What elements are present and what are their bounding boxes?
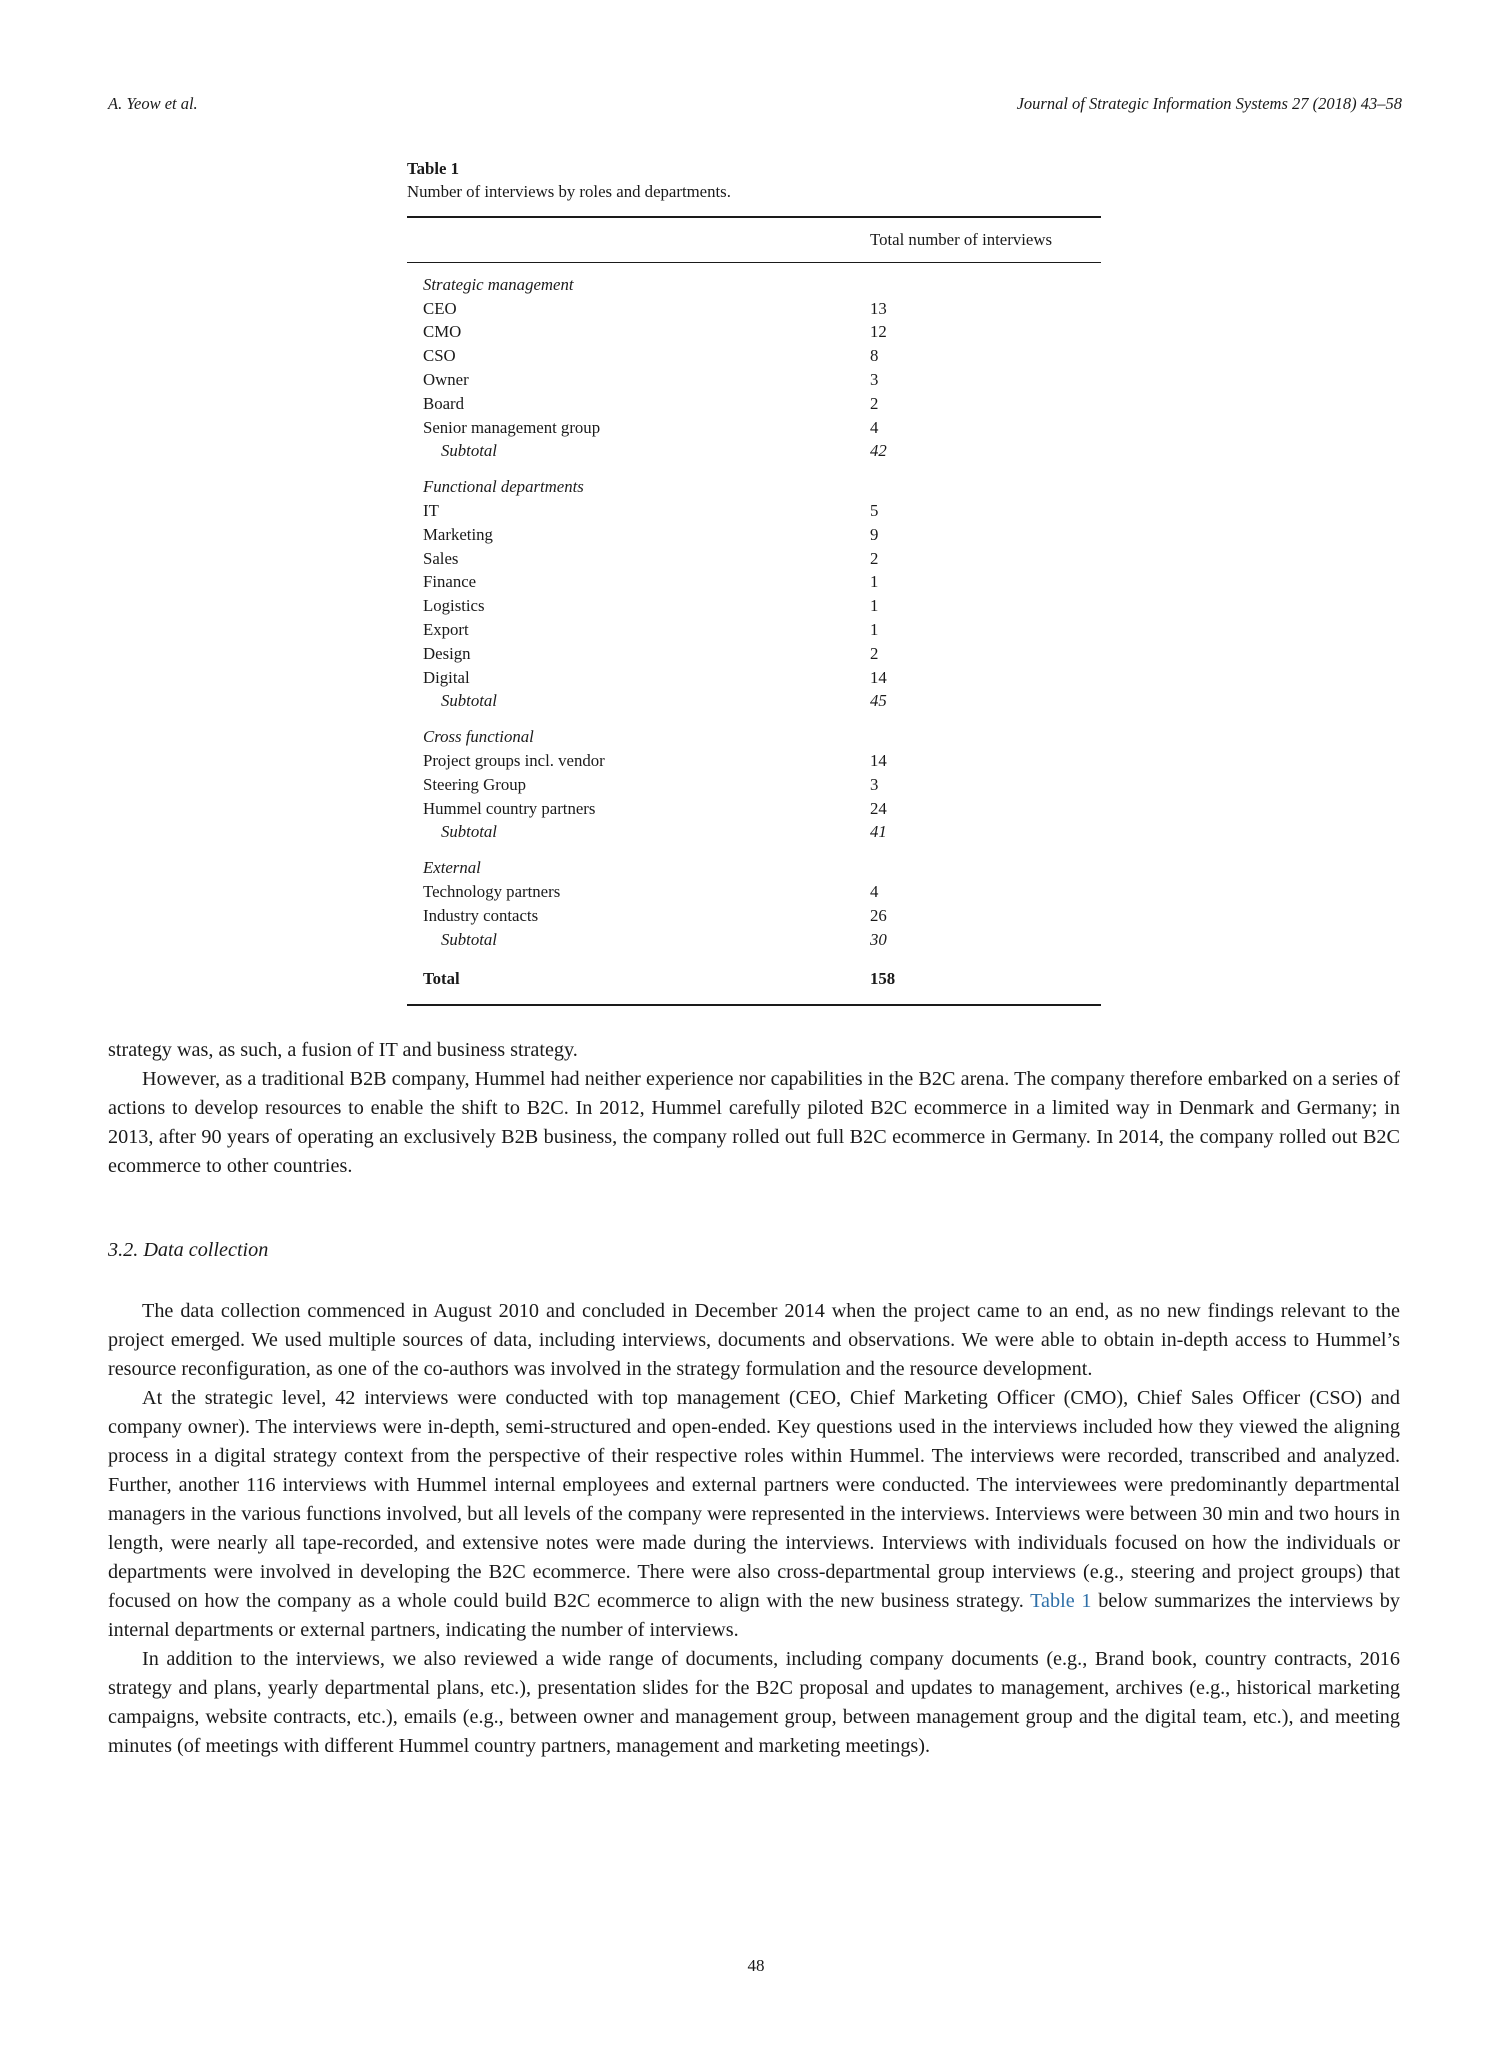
table-row <box>407 642 1101 666</box>
table-row <box>407 749 1101 773</box>
table-row-label: Project groups incl. vendor <box>423 751 605 771</box>
running-head-authors: A. Yeow et al. <box>108 94 198 113</box>
table-row-value: 2 <box>870 643 879 663</box>
table-row <box>407 321 1101 345</box>
table-row-label: CMO <box>423 322 462 342</box>
table-row-value: 12 <box>870 322 887 342</box>
table-row-label: IT <box>423 501 439 521</box>
table-group-heading-label: External <box>423 858 481 878</box>
table-row-label: Export <box>423 620 469 640</box>
table-row-label: CEO <box>423 298 457 318</box>
table-row-value: 4 <box>870 417 879 437</box>
section-heading: 3.2. Data collection <box>108 1239 269 1261</box>
table-row <box>407 368 1101 392</box>
table-subtotal-row <box>407 821 1101 845</box>
table-row <box>407 297 1101 321</box>
table-row <box>407 499 1101 523</box>
table-row-value: 2 <box>870 393 879 413</box>
table-caption: Number of interviews by roles and departments. <box>407 182 731 201</box>
table-group-heading <box>407 475 1101 499</box>
table-row <box>407 666 1101 690</box>
table-row-label: Marketing <box>423 524 493 544</box>
table-row <box>407 344 1101 368</box>
table-subtotal-row <box>407 440 1101 464</box>
table-row <box>407 904 1101 928</box>
table-subtotal-row-value: 41 <box>870 822 887 842</box>
table-row-label: Steering Group <box>423 774 526 794</box>
table-group-heading-label: Functional departments <box>423 477 584 497</box>
table-row-label: Sales <box>423 548 459 568</box>
paragraph-continued: strategy was, as such, a fusion of IT and business strategy. <box>108 1039 578 1061</box>
body-text-upper <box>108 1036 1400 1181</box>
table-subtotal-row-label: Subtotal <box>441 441 497 461</box>
total-value: 158 <box>870 968 896 988</box>
paragraph-strategic-text-end: below summarizes the interviews by internal departments or external partners, indicating the number of interviews. <box>108 1590 1400 1641</box>
table-row-label: Logistics <box>423 596 485 616</box>
paragraph-b2c: However, as a traditional B2B company, Hummel had neither experience nor capabilities in the B2C arena. The company therefore embarked on a series of actions to develop resources to enable the shift to B2C. In 2012, Hummel carefully piloted B2C ecommerce in a limited way in Denmark and Germany; in 2013, after 90 years of operating an exclusively B2B business, the company rolled out full B2C ecommerce in Germany. In 2014, the company rolled out B2C ecommerce to other countries. <box>108 1068 1400 1177</box>
table-subtotal-row-label: Subtotal <box>441 929 497 949</box>
table-row-value: 14 <box>870 751 887 771</box>
running-head <box>108 94 1402 114</box>
table-row-label: Hummel country partners <box>423 798 596 818</box>
table-row <box>407 797 1101 821</box>
table-row-label: Industry contacts <box>423 905 539 925</box>
table-row <box>407 416 1101 440</box>
table-row-value: 24 <box>870 798 887 818</box>
table-1-link[interactable]: Table 1 <box>1030 1590 1092 1612</box>
table-group-heading <box>407 725 1101 749</box>
table-row-value: 9 <box>870 524 879 544</box>
table-row-label: Design <box>423 643 471 663</box>
paragraph-strategic-level <box>108 1384 1400 1645</box>
table-row <box>407 880 1101 904</box>
total-label: Total <box>423 968 460 988</box>
table-subtotal-row <box>407 928 1101 952</box>
paragraph-strategic-text: At the strategic level, 42 interviews were conducted with top management (CEO, Chief Marketing Officer (CMO), Chief Sales Officer (CSO) and company owner). The interviews were in-depth, semi-structured and open-ended. Key questions used in the interviews included how they viewed the aligning process in a digital strategy context from the perspective of their respective roles within Hummel. The interviews were recorded, transcribed and analyzed. Further, another 116 interviews with Hummel internal employees and external partners were conducted. The interviewees were predominantly departmental managers in the various functions involved, but all levels of the company were represented in the interviews. Interviews were between 30 min and two hours in length, were nearly all tape-recorded, and extensive notes were made during the interviews. Interviews with individuals focused on how the individuals or departments were involved in developing the B2C ecommerce. There were also cross-departmental group interviews (e.g., steering and project groups) that focused on how the company as a whole could build B2C ecommerce to align with the new business strategy. <box>108 1387 1400 1612</box>
table-row-label: Owner <box>423 370 469 390</box>
table-bottom-rule <box>407 1004 1101 1006</box>
table-subtotal-row-value: 42 <box>870 441 887 461</box>
table-row <box>407 594 1101 618</box>
table-row <box>407 618 1101 642</box>
paragraph-documents: In addition to the interviews, we also reviewed a wide range of documents, including company documents (e.g., Brand book, country contracts, 2016 strategy and plans, yearly departmental plans, etc.), presentation slides for the B2C proposal and updates to management, archives (e.g., historical marketing campaigns, website contracts, etc.), emails (e.g., between owner and management group, between management group and the digital team, etc.), and meeting minutes (of meetings with different Hummel country partners, management and marketing meetings). <box>108 1648 1400 1757</box>
page-number: 48 <box>747 1956 765 1975</box>
running-head-journal: Journal of Strategic Information Systems 27 (2018) 43–58 <box>1016 94 1402 113</box>
table-row <box>407 571 1101 595</box>
table-row-value: 2 <box>870 548 879 568</box>
table-group-heading-label: Cross functional <box>423 727 534 747</box>
table-row-value: 26 <box>870 905 887 925</box>
table-row <box>407 392 1101 416</box>
table-subtotal-row <box>407 690 1101 714</box>
table-row-label: Finance <box>423 572 477 592</box>
table-group-heading <box>407 273 1101 297</box>
table-total-row <box>407 964 1101 994</box>
table-subtotal-row-value: 45 <box>870 691 887 711</box>
table-row-value: 13 <box>870 298 887 318</box>
table-subtotal-row-label: Subtotal <box>441 691 497 711</box>
table-row-label: Technology partners <box>423 882 561 902</box>
table-group-heading <box>407 856 1101 880</box>
table-row-label: Senior management group <box>423 417 601 437</box>
table-row <box>407 523 1101 547</box>
table-group-heading-label: Strategic management <box>423 274 574 294</box>
table-row-value: 1 <box>870 620 879 640</box>
table-row-label: CSO <box>423 346 456 366</box>
paragraph-data-collection: The data collection commenced in August 2010 and concluded in December 2014 when the project came to an end, as no new findings relevant to the project emerged. We used multiple sources of data, including interviews, documents and observations. We were able to obtain in-depth access to Hummel’s resource reconfiguration, as one of the co-authors was involved in the strategy formulation and the resource development. <box>108 1300 1400 1380</box>
table-row-value: 3 <box>870 370 879 390</box>
table-subtotal-row-label: Subtotal <box>441 822 497 842</box>
table-row-value: 8 <box>870 346 879 366</box>
column-header-total: Total number of interviews <box>870 230 1052 249</box>
table-label: Table 1 <box>407 159 460 178</box>
interviews-table <box>407 158 1101 1006</box>
table-row-value: 5 <box>870 501 879 521</box>
table-row-label: Digital <box>423 667 470 687</box>
table-body <box>407 273 1101 952</box>
table-row-value: 14 <box>870 667 887 687</box>
table-row <box>407 547 1101 571</box>
table-row-value: 4 <box>870 882 879 902</box>
table-row-label: Board <box>423 393 465 413</box>
table-column-header <box>407 218 1101 262</box>
table-row-value: 3 <box>870 774 879 794</box>
table-row-value: 1 <box>870 572 879 592</box>
table-subtotal-row-value: 30 <box>870 929 887 949</box>
table-row <box>407 773 1101 797</box>
body-text-lower <box>108 1297 1400 1761</box>
table-row-value: 1 <box>870 596 879 616</box>
